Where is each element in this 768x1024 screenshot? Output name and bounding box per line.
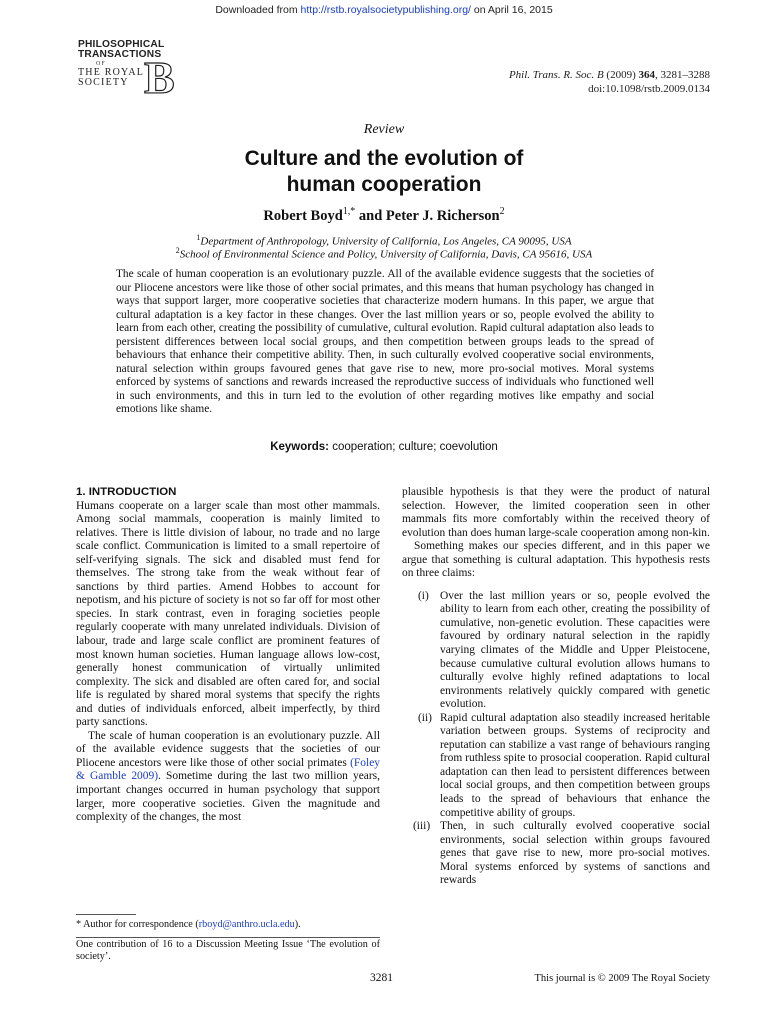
citation-year: (2009) xyxy=(603,69,639,81)
article-title xyxy=(0,146,768,198)
author-1: Robert Boyd xyxy=(263,207,343,224)
page-number: 3281 xyxy=(370,972,393,984)
citation-volume: 364 xyxy=(638,69,655,81)
list-item xyxy=(402,590,710,712)
download-suffix: on April 16, 2015 xyxy=(470,4,553,16)
correspondence-email-link[interactable]: rboyd@anthro.ucla.edu xyxy=(198,919,295,930)
article-type: Review xyxy=(363,122,405,137)
author-2: Peter J. Richerson xyxy=(385,207,500,224)
affil-1-sup: 1 xyxy=(196,233,201,242)
logo-line-1: PHILOSOPHICAL xyxy=(78,39,165,50)
citation-doi: doi:10.1098/rstb.2009.0134 xyxy=(588,83,710,95)
logo-line-society: SOCIETY xyxy=(78,77,129,88)
keywords-value: cooperation; culture; coevolution xyxy=(329,441,498,453)
claim-number: (i) xyxy=(418,589,429,602)
p2-text-a: The scale of human cooperation is an evolutionary puzzle. All of the available evidence suggests that the societies of our Pliocene ancestors were like those of other social primates xyxy=(76,729,380,769)
paragraph-1: Humans cooperate on a larger scale than most other mammals. Among social mammals, cooperation is mainly limited to relatives. There is little division of labour, no trade and no large scale conflict. Communication is limited to a small repertoire of self-verifying signals. The sick and disabled must fend for themselves. The strong take from the weak without fear of sanctions by third parties. Amend Hobbes to account for nepotism, and his picture of society is not so far off for most other species. In stark contrast, even in foraging societies people regularly cooperate with many unrelated individuals. Division of labour, trade and large scale conflict are prominent features of most known human societies. Human language allows low-cost, generally honest communication of virtually unlimited complexity. The sick and disabled are often cared for, and social life is regulated by shared moral systems that specify the rights and duties of individuals enforced, albeit imperfectly, by third party sanctions. xyxy=(76,499,380,729)
affil-2-sup: 2 xyxy=(175,246,180,255)
download-prefix: Downloaded from xyxy=(215,4,301,16)
download-link[interactable]: http://rstb.royalsocietypublishing.org/ xyxy=(300,4,471,16)
affil-2-text: School of Environmental Science and Policy, University of California, Davis, CA 95616, USA xyxy=(179,248,593,261)
p2-text-b: . Sometime during the last two million years, important changes occurred in human psychology that support larger, more cooperative societies. Given the magnitude and complexity of the changes, the most xyxy=(76,770,380,824)
abstract: The scale of human cooperation is an evolutionary puzzle. All of the available evidence suggests that the societies of our Pliocene ancestors were like those of other social primates, and this means that human psychology has changed in ways that support larger, more cooperative societies that characterize modern humans. In this paper, we argue that cultural adaptation is a key factor in these changes. Over the last million years or so, people evolved the ability to learn from each other, creating the possibility of cumulative, cultural evolution. Rapid cultural adaptation also leads to persistent differences between local social groups, and then competition between groups leads to the spread of behaviours that enhance their competitive ability. Then, in such culturally evolved cooperative social environments, natural selection within groups favoured genes that gave rise to new, more pro-social motives. Moral systems enforced by systems of sanctions and rewards increased the reproductive success of individuals who functioned well in such environments, and this in turn led to the evolution of other regarding motives like empathy and social emotions like shame. xyxy=(116,268,654,415)
author-and: and xyxy=(355,207,386,224)
section-heading-introduction: 1. INTRODUCTION xyxy=(76,486,177,498)
logo-line-of: OF xyxy=(96,61,106,67)
paragraph-3: plausible hypothesis is that they were the product of natural selection. However, the limited cooperation seen in other mammals fits more comfortably within the received theory of evolution than does human large-scale cooperation among non-kin. xyxy=(402,486,710,539)
claim-text: Rapid cultural adaptation also steadily increased heritable variation between groups. Systems of reciprocity and reputation can stabilize a vast range of behaviours ranging from ruthless spite to prosocial cooperation. Rapid cultural adaptation can then lead to persistent differences between local social groups, and then competition between groups leads to the spread of behaviours that enhance the competitive ability of groups. xyxy=(440,711,710,819)
citation-pages: , 3281–3288 xyxy=(655,69,710,81)
claim-number: (ii) xyxy=(418,711,432,724)
author-list xyxy=(0,206,768,225)
journal-logo xyxy=(78,39,178,103)
paragraph-4: Something makes our species different, and in this paper we argue that something is cultural adaptation. This hypothesis rests on three claims: xyxy=(402,540,710,580)
footnote-divider xyxy=(76,914,136,915)
citation-link-foley-gamble[interactable]: (Foley & Gamble 2009) xyxy=(76,756,380,783)
keywords xyxy=(0,441,768,453)
logo-letter-b: B xyxy=(144,52,175,103)
title-line-2: human cooperation xyxy=(286,173,482,196)
affil-1-text: Department of Anthropology, University of California, Los Angeles, CA 90095, USA xyxy=(200,235,572,248)
contribution-footnote: One contribution of 16 to a Discussion Meeting Issue ‘The evolution of society’. xyxy=(76,939,380,962)
paragraph-2 xyxy=(76,730,380,825)
citation-line xyxy=(509,68,710,82)
correspondence-prefix: * Author for correspondence ( xyxy=(76,919,199,930)
list-item xyxy=(402,712,710,820)
claim-number: (iii) xyxy=(413,820,431,833)
copyright-note: This journal is © 2009 The Royal Society xyxy=(534,973,710,984)
download-notice xyxy=(0,4,768,16)
logo-line-2: TRANSACTIONS xyxy=(78,49,162,60)
claim-text: Then, in such culturally evolved cooperative social environments, social selection within groups favoured genes that gave rise to new, more pro-social motives. Moral systems enforced by systems of sanctions and rewards xyxy=(440,820,710,887)
citation-block xyxy=(509,68,710,96)
author-1-sup: 1,* xyxy=(342,206,356,217)
correspondence-footnote xyxy=(76,919,301,930)
affiliation-2 xyxy=(0,244,768,262)
author-2-sup: 2 xyxy=(499,206,505,217)
claim-text: Over the last million years or so, people evolved the ability to learn from each other, creating the possibility of cumulative, non-genetic evolution. These capacities were favoured by ordinary natural selection in the rapidly varying climates of the Middle and Upper Pleistocene, because cumulative cultural evolution allows humans to culturally evolve highly refined adaptations to local environments relatively quickly compared with genetic evolution. xyxy=(440,589,710,711)
correspondence-suffix: ). xyxy=(294,919,301,930)
list-item xyxy=(402,820,710,888)
left-column xyxy=(76,486,380,825)
citation-journal: Phil. Trans. R. Soc. B xyxy=(508,69,604,81)
claims-list xyxy=(402,590,710,888)
footnote-divider-2 xyxy=(76,937,380,938)
title-line-1: Culture and the evolution of xyxy=(244,147,524,170)
logo-line-royal: THE ROYAL xyxy=(78,67,145,78)
right-column xyxy=(402,486,710,888)
keywords-label: Keywords: xyxy=(270,441,329,453)
